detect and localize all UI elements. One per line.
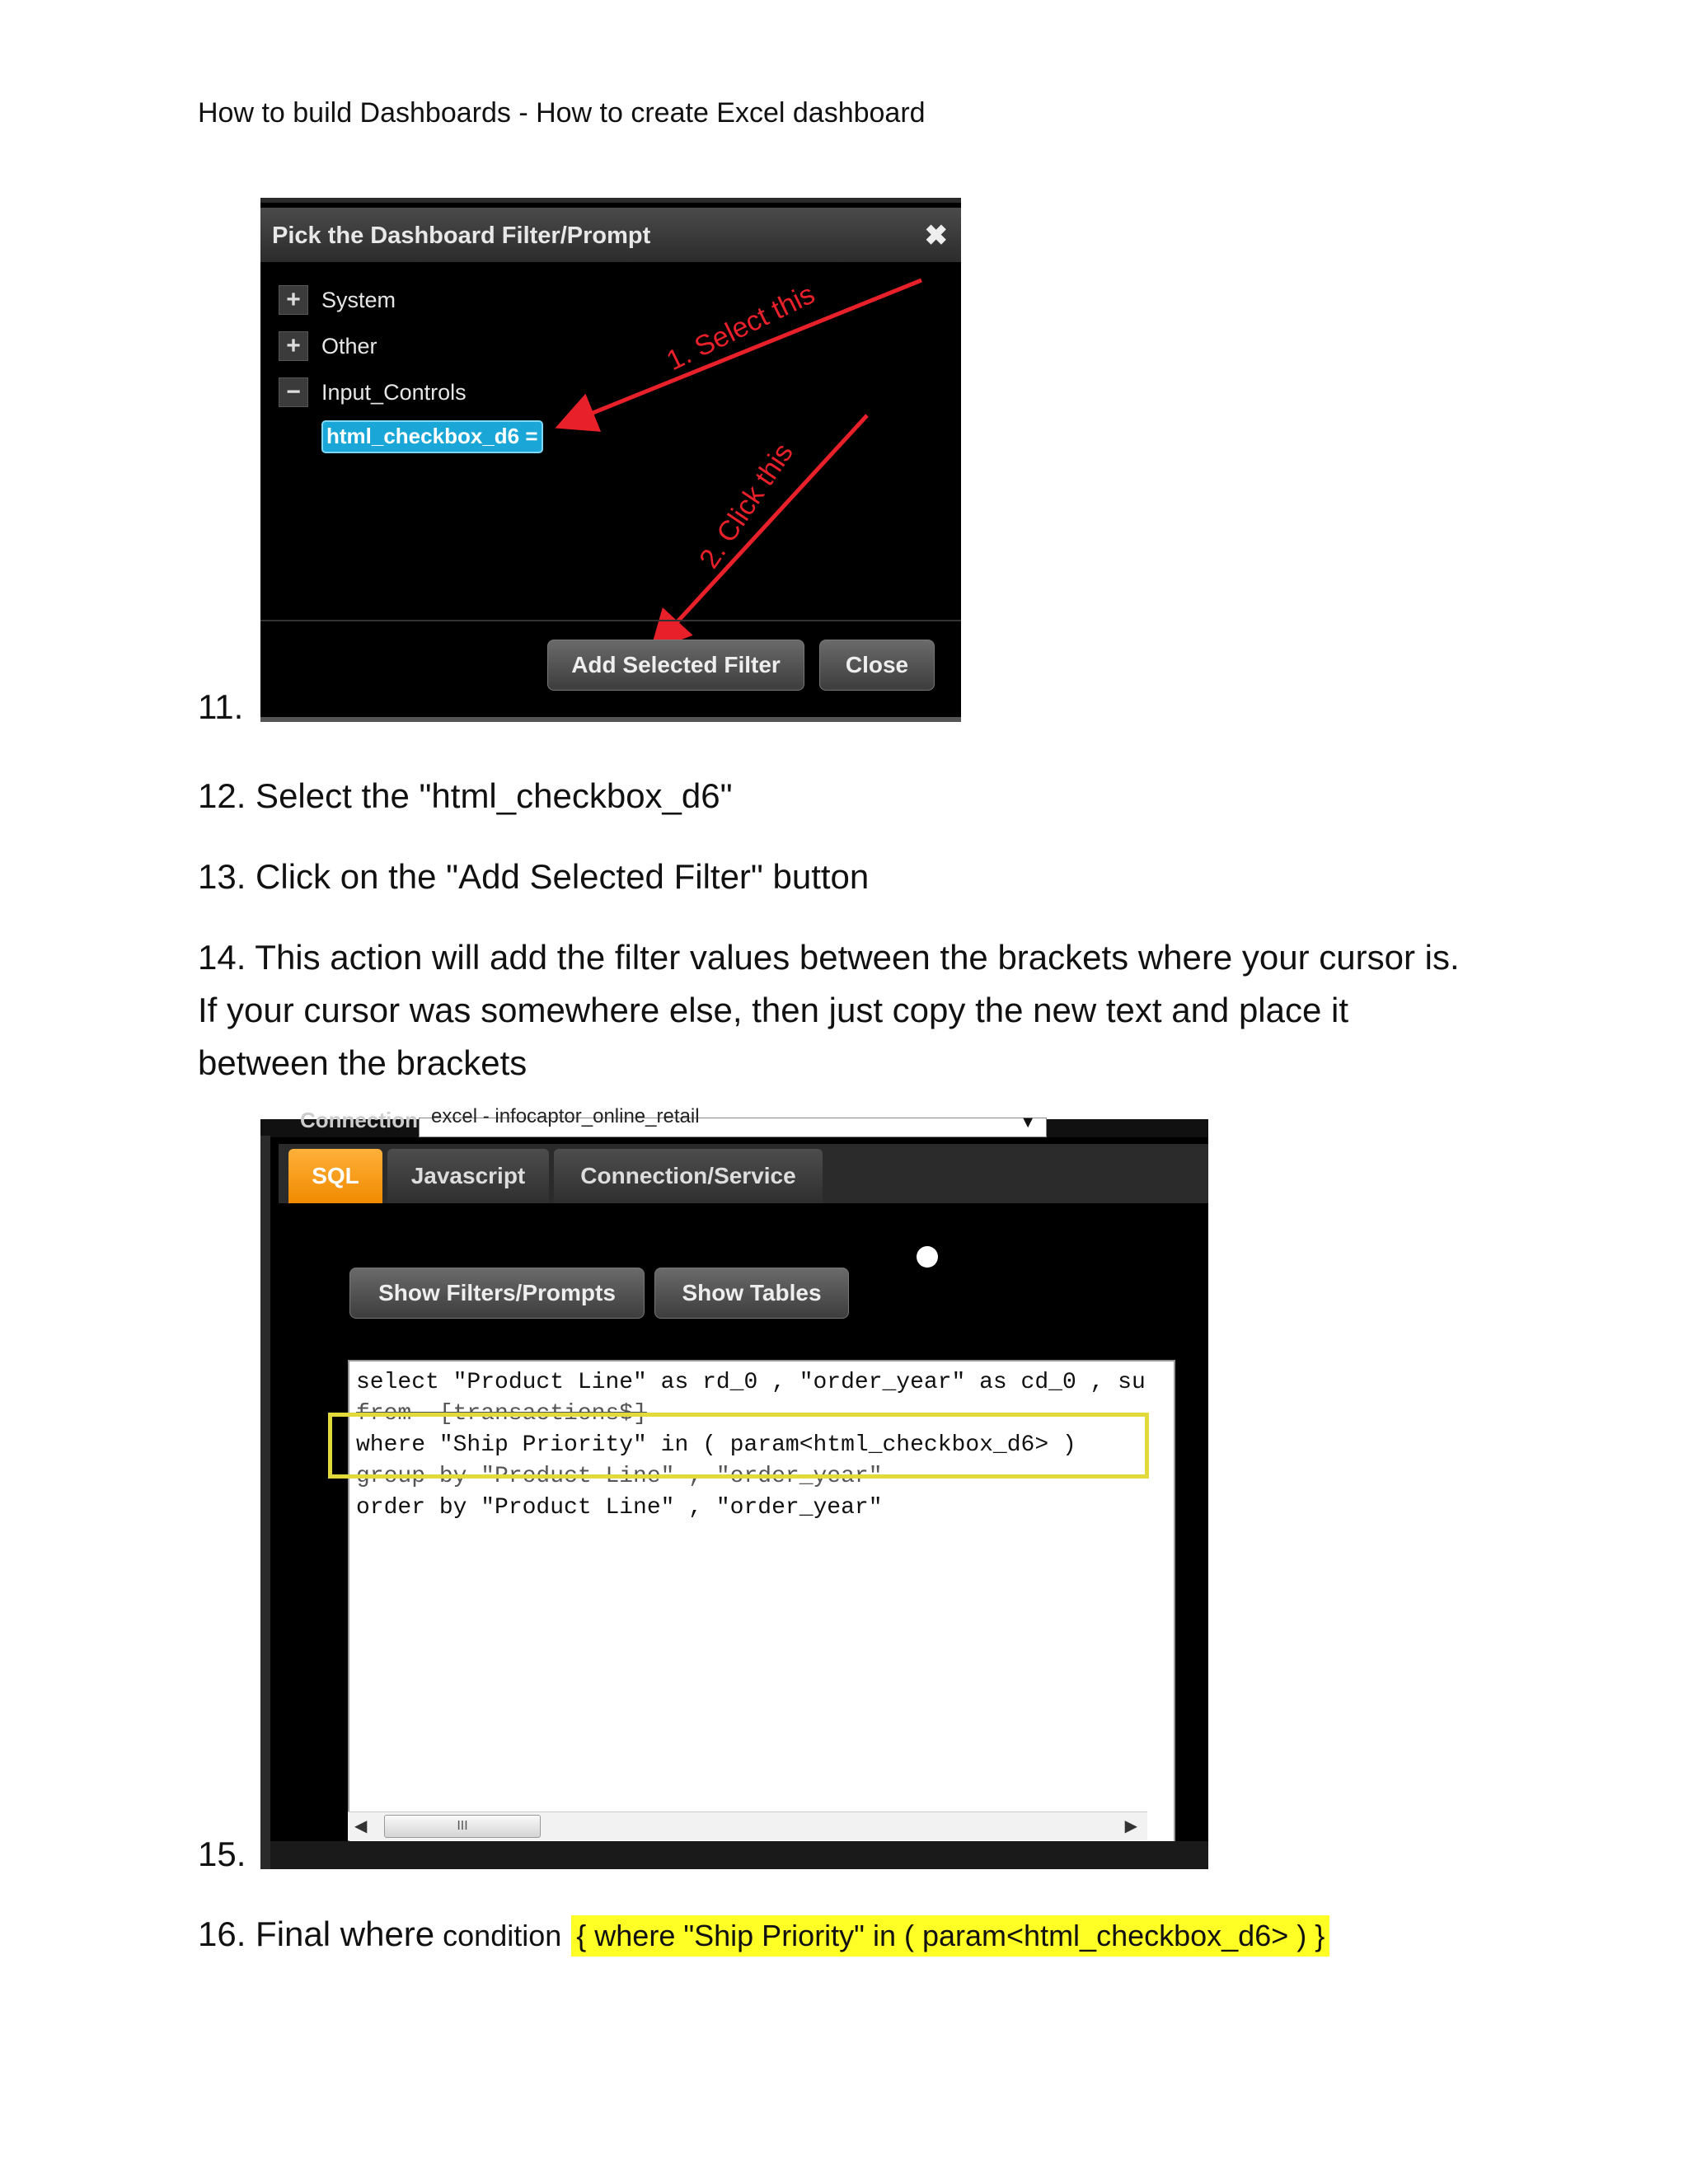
collapse-icon[interactable]: −: [279, 377, 308, 407]
sql-editor-screenshot: [260, 1105, 1208, 1869]
step-15-number: 15.: [198, 1835, 246, 1873]
connection-select[interactable]: [419, 1105, 1047, 1137]
step-16-lead: 16. Final where: [198, 1915, 435, 1953]
show-tables-button[interactable]: Show Tables: [654, 1268, 849, 1319]
scrollbar-thumb[interactable]: III: [384, 1815, 541, 1838]
expand-icon[interactable]: +: [279, 285, 308, 315]
annotation-click-this: 2. Click this: [693, 438, 799, 574]
scroll-right-icon[interactable]: ▶: [1124, 1817, 1137, 1835]
document-header: How to build Dashboards - How to create Excel dashboard: [198, 97, 926, 129]
connection-value: excel - infocaptor_online_retail: [431, 1105, 700, 1127]
code-line-group-by: group by "Product Line" , "order_year": [356, 1464, 883, 1489]
step-14-text: 14. This action will add the filter values between the brackets where your cursor is. If your cursor was somewhere else, then just copy the new text and place it between the brackets: [198, 938, 1460, 1082]
chevron-down-icon[interactable]: ▼: [1020, 1113, 1036, 1132]
expand-icon[interactable]: +: [279, 331, 308, 361]
tab-connection-service[interactable]: Connection/Service: [554, 1149, 823, 1203]
annotation-select-this: 1. Select this: [661, 278, 820, 377]
code-line-where: where "Ship Priority" in ( param<html_checkbox_d6> ): [356, 1432, 1076, 1458]
code-line-select: select "Product Line" as rd_0 , "order_year" as cd_0 , su: [356, 1370, 1146, 1395]
filter-prompt-dialog: [260, 198, 961, 722]
tab-javascript[interactable]: Javascript: [387, 1149, 549, 1203]
scroll-left-icon[interactable]: ◀: [354, 1817, 368, 1835]
step-12-text: 12. Select the "html_checkbox_d6": [198, 776, 733, 815]
step-13-text: 13. Click on the "Add Selected Filter" button: [198, 857, 870, 896]
step-16-condition-word: condition: [443, 1919, 562, 1952]
cursor-dot: [917, 1246, 938, 1268]
close-button[interactable]: Close: [819, 640, 935, 691]
tree-item-label: Input_Controls: [321, 379, 467, 405]
connection-label: Connection: [300, 1108, 418, 1132]
step-11-number: 11.: [198, 687, 244, 726]
horizontal-scrollbar[interactable]: [348, 1811, 1147, 1840]
show-filters-prompts-button[interactable]: Show Filters/Prompts: [349, 1268, 645, 1319]
close-icon[interactable]: ✖: [924, 220, 948, 251]
tab-sql[interactable]: SQL: [288, 1149, 382, 1203]
tree-item-html-checkbox-d6[interactable]: html_checkbox_d6 =: [321, 420, 543, 453]
code-line-from: from [transactions$]: [356, 1401, 647, 1427]
tree-item-label: Other: [321, 333, 377, 359]
code-line-order-by: order by "Product Line" , "order_year": [356, 1495, 883, 1521]
where-clause-highlight: [328, 1413, 1149, 1479]
final-where-condition: { where "Ship Priority" in ( param<html_checkbox_d6> ) }: [571, 1915, 1329, 1957]
tree-item-label: System: [321, 287, 396, 312]
add-selected-filter-button[interactable]: Add Selected Filter: [547, 640, 804, 691]
dialog-title: Pick the Dashboard Filter/Prompt: [272, 223, 651, 249]
step-16-row: [198, 1915, 1329, 1957]
